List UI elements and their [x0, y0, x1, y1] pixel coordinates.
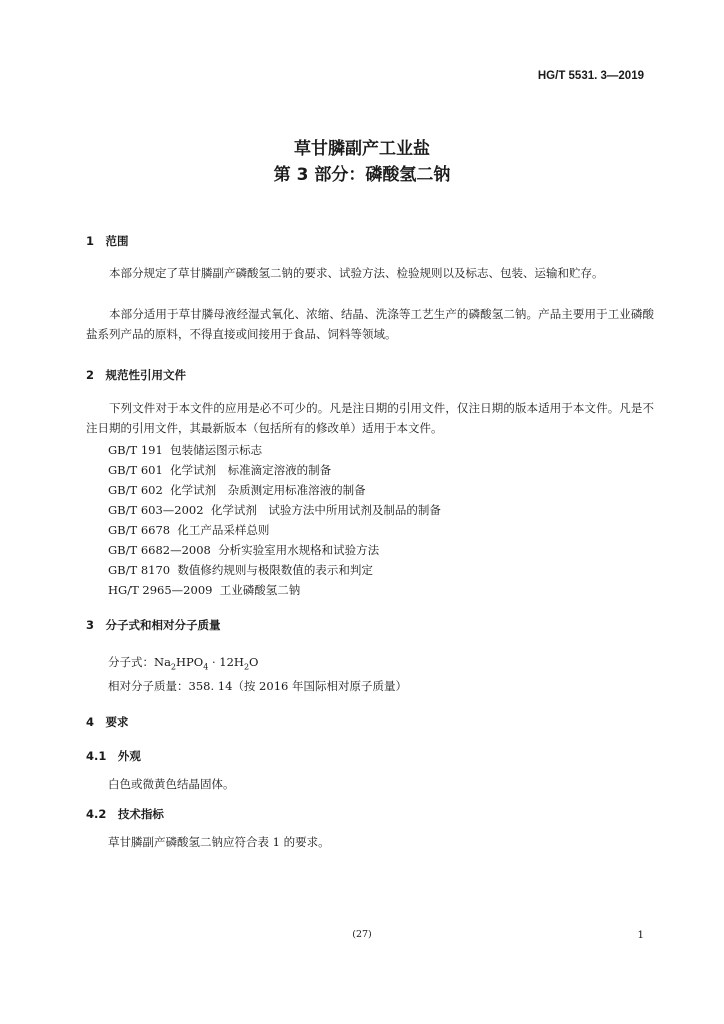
- section-2-intro: 下列文件对于本文件的应用是必不可少的。凡是注日期的引用文件，仅注日期的版本适用于本文件。凡是不注日期的引用文件，其最新版本（包括所有的修改单）适用于本文件。: [86, 401, 654, 435]
- reference-code: GB/T 603—2002: [108, 503, 204, 517]
- reference-title: 分析实验室用水规格和试验方法: [218, 543, 380, 557]
- molecular-formula: [108, 652, 258, 677]
- document-title-line2: 第 3 部分：磷酸氢二钠: [273, 165, 451, 185]
- reference-title: 化工产品采样总则: [177, 523, 270, 537]
- section-1-paragraph-1: 本部分规定了草甘膦副产磷酸氢二钠的要求、试验方法、检验规则以及标志、包装、运输和贮存。: [109, 266, 604, 280]
- reference-title: 化学试剂 标准滴定溶液的制备: [170, 463, 332, 477]
- section-4-1-heading: 4.1 外观: [86, 749, 141, 763]
- standard-code: HG/T 5531. 3—2019: [537, 70, 644, 82]
- reference-item: [108, 560, 373, 580]
- section-3-heading: 3 分子式和相对分子质量: [86, 618, 221, 632]
- section-1-paragraph-2: 本部分适用于草甘膦母液经湿式氧化、浓缩、结晶、洗涤等工艺生产的磷酸氢二钠。产品主要用于工业磷酸盐系列产品的原料，不得直接或间接用于食品、饲料等领域。: [86, 307, 654, 341]
- reference-title: 数值修约规则与极限数值的表示和判定: [177, 563, 373, 577]
- section-4-1-text: 白色或微黄色结晶固体。: [108, 777, 235, 791]
- reference-title: 化学试剂 试验方法中所用试剂及制品的制备: [210, 503, 441, 517]
- section-4-2-text: 草甘膦副产磷酸氢二钠应符合表 1 的要求。: [108, 835, 330, 849]
- reference-item: [108, 540, 379, 560]
- section-2-heading: 2 规范性引用文件: [86, 368, 187, 382]
- reference-code: GB/T 6682—2008: [108, 543, 211, 557]
- formula-label: 分子式：: [108, 655, 154, 669]
- section-4-heading: 4 要求: [86, 715, 129, 729]
- reference-item: [108, 520, 269, 540]
- reference-code: GB/T 601: [108, 463, 163, 477]
- reference-item: [108, 500, 441, 520]
- section-4-2-heading: 4.2 技术指标: [86, 807, 164, 821]
- footer-page-label: (27): [352, 929, 372, 940]
- footer-page-number: 1: [637, 929, 644, 941]
- reference-item: [108, 580, 300, 600]
- mass-value: 358. 14: [188, 679, 233, 693]
- reference-code: GB/T 191: [108, 443, 163, 457]
- document-title-line1: 草甘膦副产工业盐: [294, 139, 430, 159]
- reference-code: HG/T 2965—2009: [108, 583, 213, 597]
- formula-text: $Na_2HPO_4 \cdot 12H_2O$: [154, 655, 259, 672]
- reference-title: 工业磷酸氢二钠: [219, 583, 301, 597]
- reference-code: GB/T 8170: [108, 563, 171, 577]
- mass-note: （按 2016 年国际相对原子质量）: [232, 679, 407, 693]
- section-1-heading: 1 范围: [86, 234, 129, 248]
- reference-code: GB/T 6678: [108, 523, 171, 537]
- reference-title: 包装储运图示标志: [170, 443, 263, 457]
- reference-item: [108, 440, 262, 460]
- reference-title: 化学试剂 杂质测定用标准溶液的制备: [170, 483, 366, 497]
- reference-item: [108, 460, 331, 480]
- molecular-mass: [108, 676, 407, 696]
- reference-item: [108, 480, 366, 500]
- reference-code: GB/T 602: [108, 483, 163, 497]
- mass-label: 相对分子质量：: [108, 679, 189, 693]
